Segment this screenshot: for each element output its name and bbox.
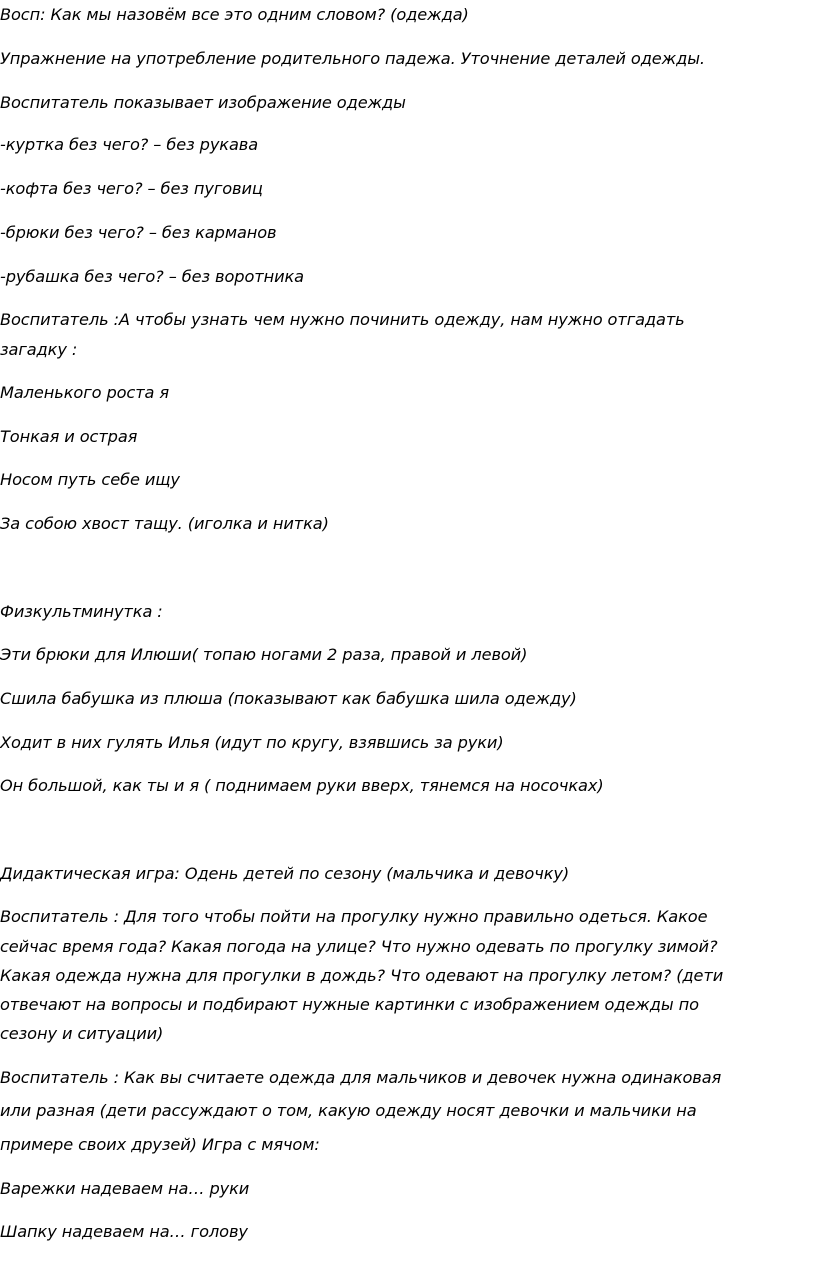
- text-line-21: сейчас время года? Какая погода на улице? Что нужно одевать по прогулку зимой?: [0, 937, 718, 956]
- text-line-26: или разная (дети рассуждают о том, какую одежду носят девочки и мальчики на: [0, 1101, 697, 1120]
- text-line-19: Дидактическая игра: Одень детей по сезону (мальчика и девочку): [0, 864, 570, 883]
- text-line-2: Упражнение на употребление родительного падежа. Уточнение деталей одежды.: [0, 49, 705, 68]
- text-line-22: Какая одежда нужна для прогулки в дождь? Что одевают на прогулку летом? (дети: [0, 966, 724, 985]
- text-line-7: -рубашка без чего? – без воротника: [0, 267, 305, 286]
- text-line-14: Физкультминутка :: [0, 602, 163, 621]
- text-line-24: сезону и ситуации): [0, 1024, 164, 1043]
- text-line-15: Эти брюки для Илюши( топаю ногами 2 раза, правой и левой): [0, 645, 528, 664]
- text-line-17: Ходит в них гулять Илья (идут по кругу, взявшись за руки): [0, 733, 504, 752]
- text-line-16: Сшила бабушка из плюша (показывают как бабушка шила одежду): [0, 689, 577, 708]
- text-line-20: Воспитатель : Для того чтобы пойти на прогулку нужно правильно одеться. Какое: [0, 907, 708, 926]
- text-line-12: Носом путь себе ищу: [0, 470, 180, 489]
- text-line-1: Восп: Как мы назовём все это одним словом? (одежда): [0, 5, 469, 24]
- text-line-18: Он большой, как ты и я ( поднимаем руки вверх, тянемся на носочках): [0, 776, 604, 795]
- text-line-23: отвечают на вопросы и подбирают нужные картинки с изображением одежды по: [0, 995, 699, 1014]
- text-line-3: Воспитатель показывает изображение одежды: [0, 93, 406, 112]
- text-line-6: -брюки без чего? – без карманов: [0, 223, 277, 242]
- text-line-8: Воспитатель :А чтобы узнать чем нужно починить одежду, нам нужно отгадать: [0, 310, 685, 329]
- text-line-25: Воспитатель : Как вы считаете одежда для мальчиков и девочек нужна одинаковая: [0, 1068, 722, 1087]
- text-line-11: Тонкая и острая: [0, 427, 138, 446]
- text-line-5: -кофта без чего? – без пуговиц: [0, 179, 263, 198]
- text-line-9: загадку :: [0, 340, 78, 359]
- text-line-28: Варежки надеваем на… руки: [0, 1179, 250, 1198]
- text-line-4: -куртка без чего? – без рукава: [0, 135, 259, 154]
- text-line-27: примере своих друзей) Игра с мячом:: [0, 1135, 320, 1154]
- text-line-13: За собою хвост тащу. (иголка и нитка): [0, 514, 329, 533]
- text-line-29: Шапку надеваем на… голову: [0, 1222, 248, 1241]
- text-line-10: Маленького роста я: [0, 383, 170, 402]
